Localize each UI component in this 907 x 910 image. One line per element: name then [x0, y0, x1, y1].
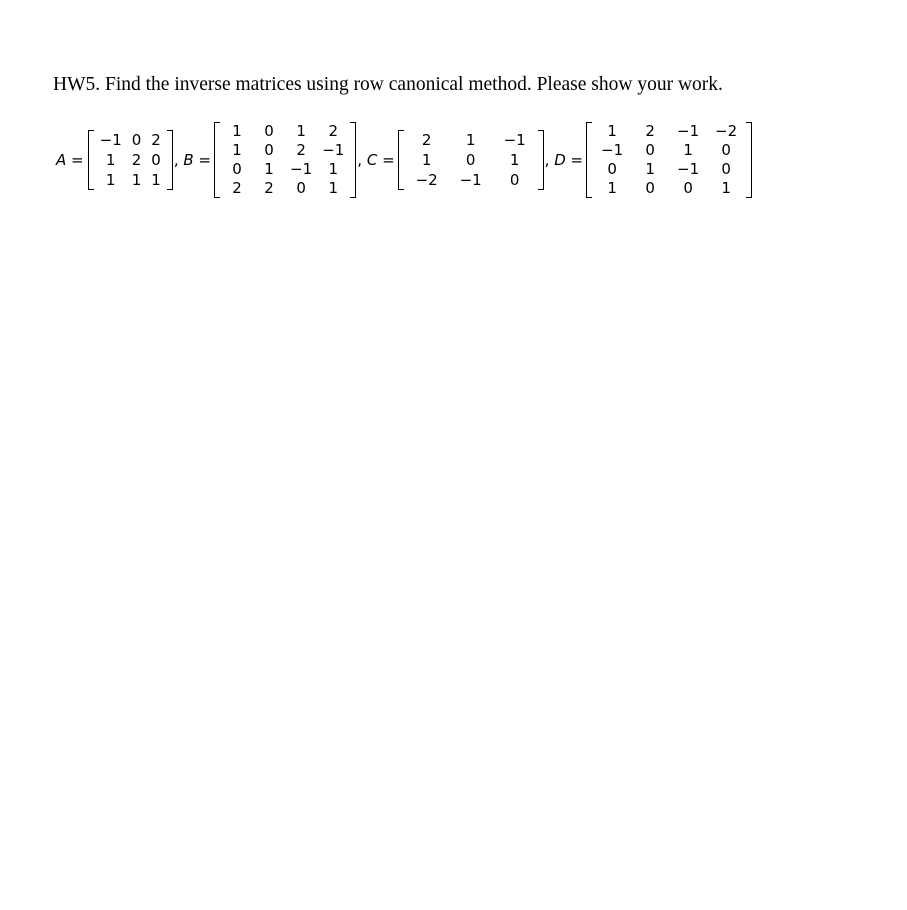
matrix-cell: 1	[328, 160, 338, 178]
matrix-cell: 1	[645, 160, 655, 178]
matrix-cell: −1	[459, 171, 482, 189]
matrix-cell: 2	[421, 131, 432, 149]
matrix-row	[405, 150, 537, 170]
matrix-cell: −1	[322, 141, 345, 159]
matrix-row	[221, 141, 349, 160]
matrix-cell: 0	[607, 160, 617, 178]
matrix-b-label: , B =	[173, 151, 212, 169]
matrix-row	[221, 122, 349, 141]
matrix-cell: −1	[677, 122, 700, 140]
matrix-row	[95, 130, 166, 150]
matrix-cell: 1	[296, 122, 306, 140]
matrix-cell: 2	[328, 122, 338, 140]
matrix-cell: 0	[151, 151, 161, 169]
matrix-cell: 0	[131, 131, 142, 149]
matrix-row	[405, 130, 537, 150]
matrix-cell: −1	[601, 141, 624, 159]
matrix-cell: 2	[645, 122, 655, 140]
matrix-row	[221, 160, 349, 179]
matrix-row	[95, 170, 166, 190]
matrix-cell: 0	[296, 179, 306, 197]
matrix-cell: 0	[721, 160, 731, 178]
matrix-cell: 1	[232, 122, 242, 140]
matrix-cell: 0	[232, 160, 242, 178]
matrix-cell: 2	[232, 179, 242, 197]
matrix-a-label: A =	[56, 151, 84, 169]
matrix-cell: 2	[296, 141, 306, 159]
matrix-cell: 2	[131, 151, 142, 169]
matrix-cell: −2	[415, 171, 438, 189]
matrix-a	[88, 130, 173, 190]
matrix-cell: 0	[645, 179, 655, 197]
matrix-cell: 1	[465, 131, 476, 149]
matrix-cell: 0	[645, 141, 655, 159]
matrix-c	[398, 130, 544, 190]
matrix-row	[221, 179, 349, 198]
matrix-row	[593, 160, 745, 179]
matrix-cell: −1	[677, 160, 700, 178]
matrix-cell: 0	[264, 141, 274, 159]
matrix-cell: 2	[264, 179, 274, 197]
matrix-cell: 0	[721, 141, 731, 159]
matrix-c-label: , C =	[357, 151, 395, 169]
matrix-cell: −1	[290, 160, 313, 178]
matrix-row	[593, 179, 745, 198]
matrix-cell: 2	[151, 131, 161, 149]
matrix-cell: 1	[264, 160, 274, 178]
matrix-cell: −1	[503, 131, 526, 149]
matrix-row	[593, 122, 745, 141]
matrix-b	[214, 122, 356, 198]
matrix-cell: 0	[683, 179, 693, 197]
matrix-cell: 1	[607, 122, 617, 140]
matrix-d-label: , D =	[544, 151, 584, 169]
matrix-cell: 1	[131, 171, 142, 189]
matrix-row	[593, 141, 745, 160]
matrix-cell: 0	[509, 171, 520, 189]
matrix-cell: 1	[105, 151, 116, 169]
matrix-cell: 1	[328, 179, 338, 197]
matrix-cell: −1	[99, 131, 122, 149]
matrix-cell: 1	[232, 141, 242, 159]
matrix-cell: 1	[683, 141, 693, 159]
matrix-cell: 1	[509, 151, 520, 169]
matrix-definitions	[56, 114, 752, 206]
matrix-cell: 0	[465, 151, 476, 169]
matrix-cell: 1	[105, 171, 116, 189]
matrix-cell: 0	[264, 122, 274, 140]
matrix-cell: 1	[421, 151, 432, 169]
homework-title: HW5. Find the inverse matrices using row canonical method. Please show your work.	[53, 74, 723, 95]
matrix-cell: 1	[151, 171, 161, 189]
matrix-cell: 1	[607, 179, 617, 197]
matrix-d	[586, 122, 752, 198]
matrix-row	[95, 150, 166, 170]
matrix-cell: 1	[721, 179, 731, 197]
matrix-row	[405, 170, 537, 190]
matrix-cell: −2	[715, 122, 738, 140]
